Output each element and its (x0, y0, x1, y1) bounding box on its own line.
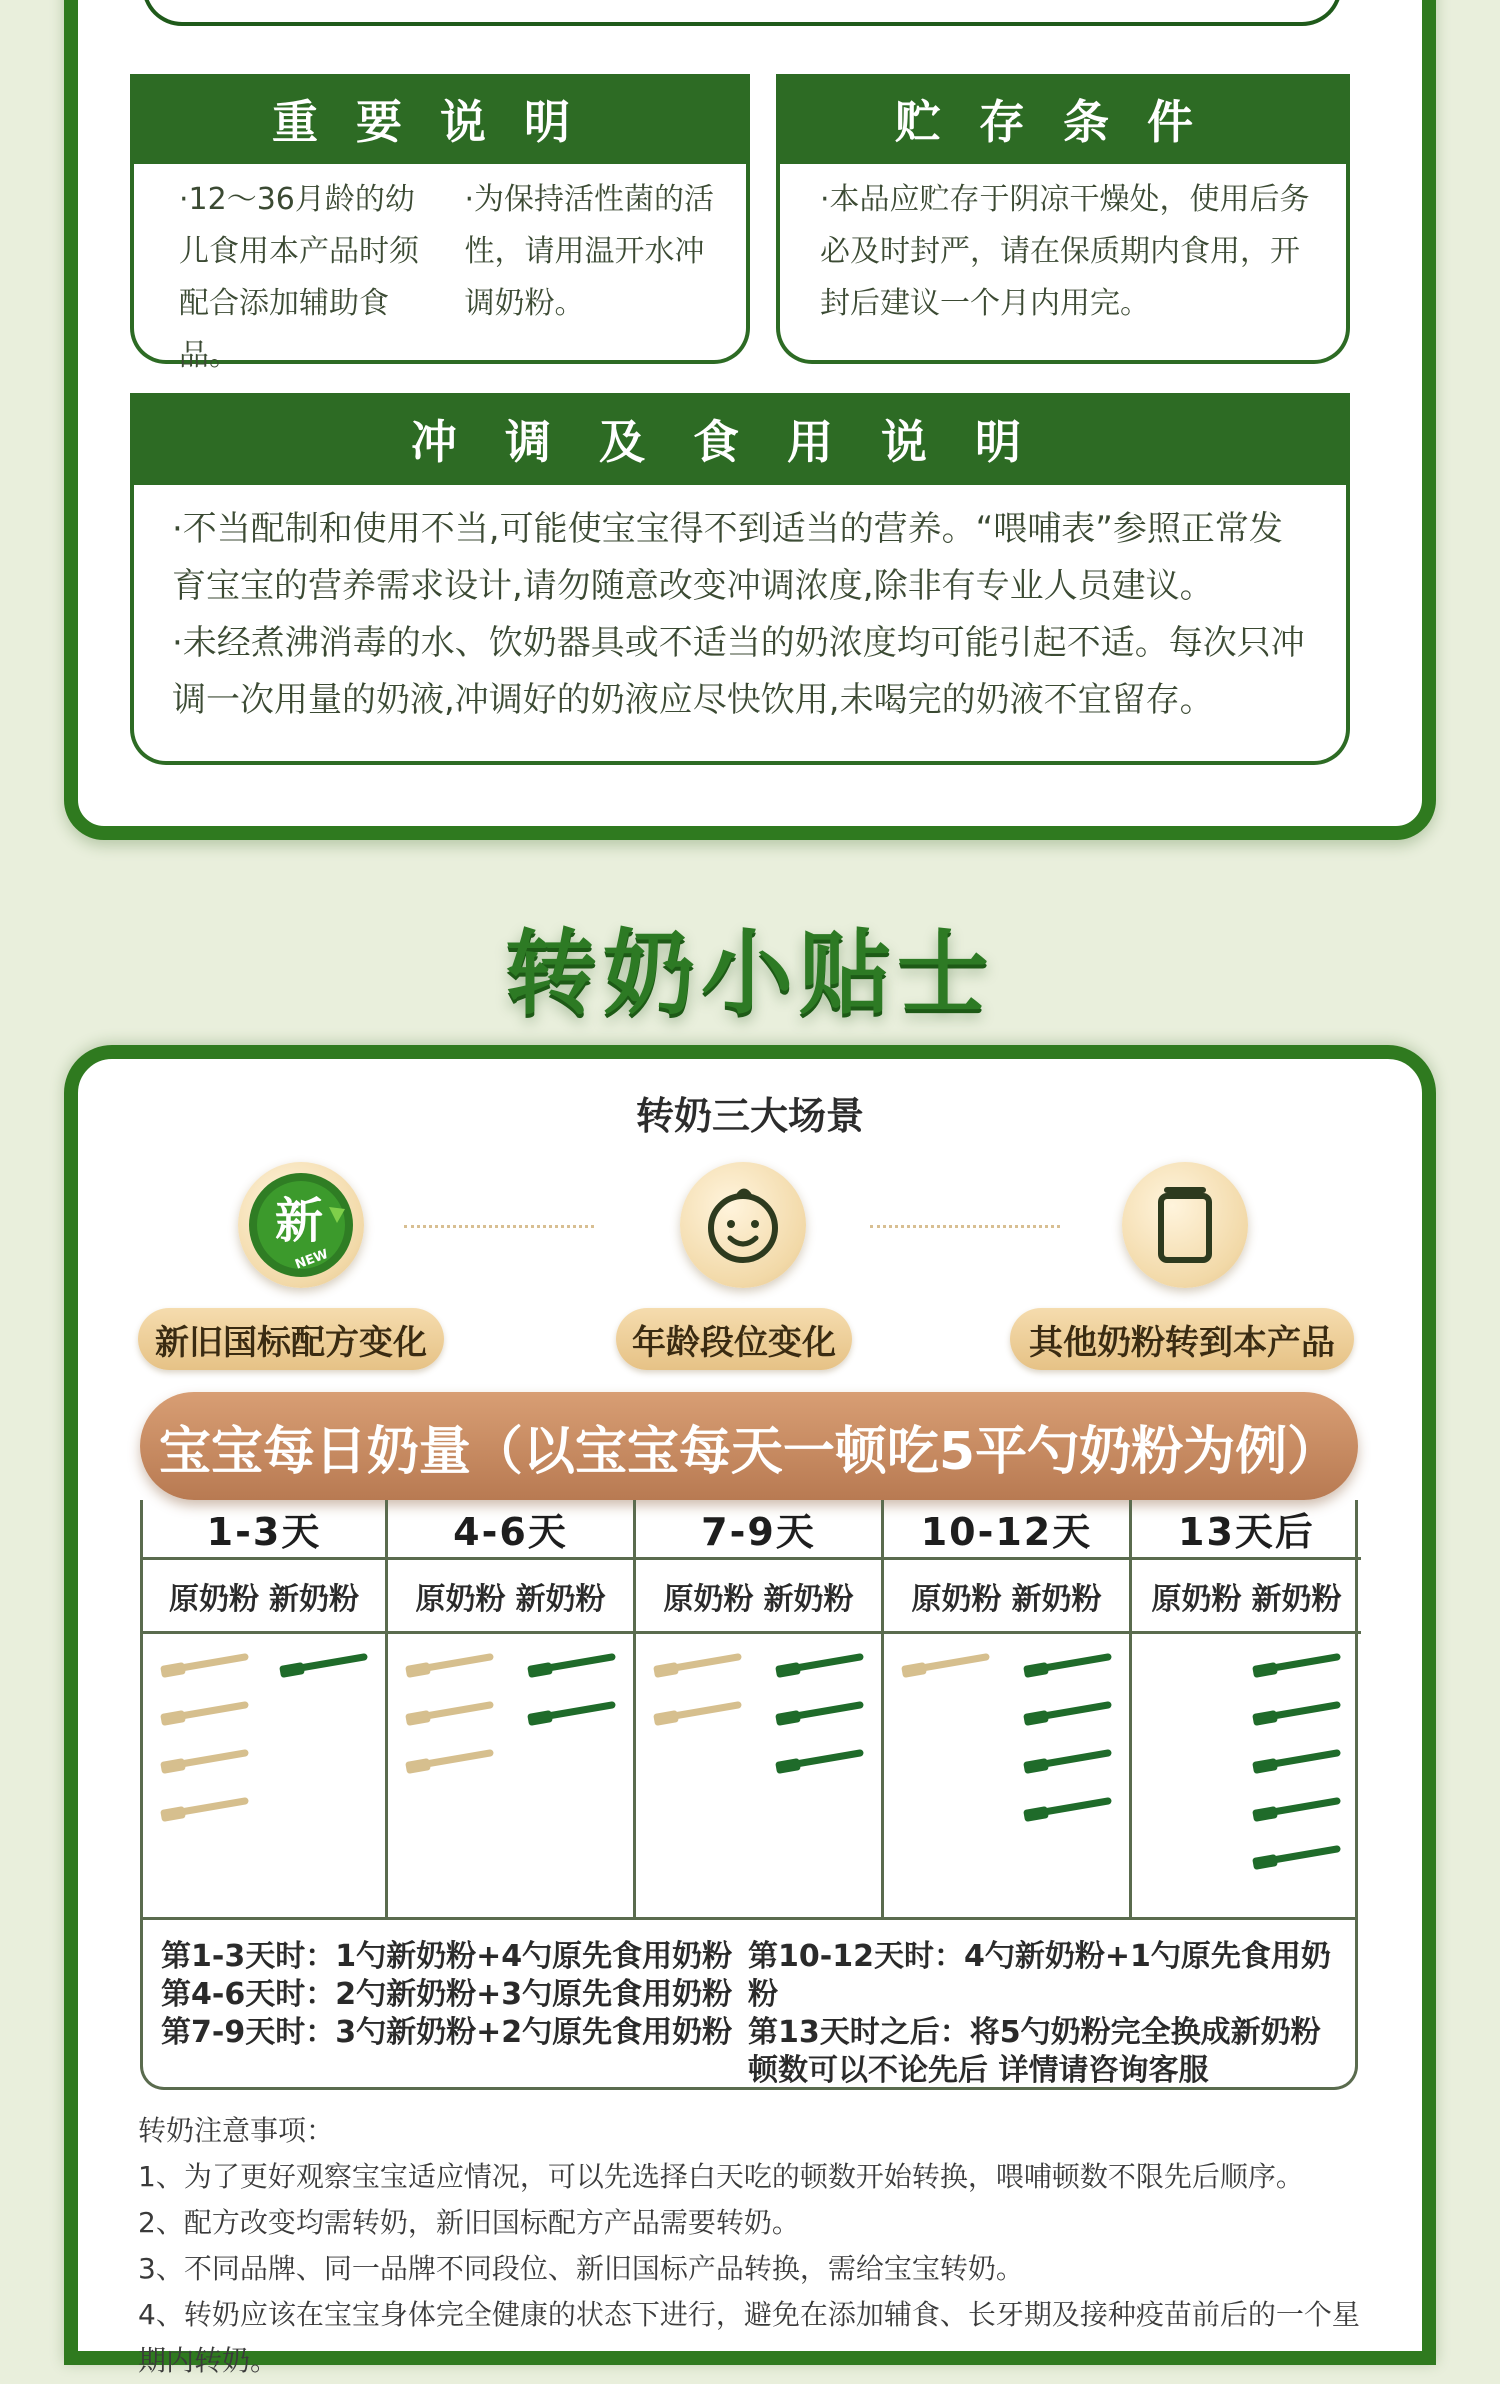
schedule-line: 第13天时之后：将5勺奶粉完全换成新奶粉 (748, 2015, 1321, 2050)
new-formula-spoon-icon (526, 1654, 616, 1678)
table-column (636, 1500, 884, 1920)
new-formula-spoon-icon (1022, 1702, 1112, 1726)
tip-item: 2、配方改变均需转奶，新旧国标配方产品需要转奶。 (138, 2206, 800, 2239)
mixing-panel (130, 393, 1350, 765)
old-formula-spoon-icon (159, 1702, 249, 1726)
schedule-line: 第10-12天时：4勺新奶粉+1勺原先食用奶粉 (748, 1939, 1331, 2012)
important-notes-title: 重要说明 (130, 74, 750, 164)
new-badge-icon (238, 1162, 364, 1288)
table-column (143, 1500, 388, 1920)
svg-text:新: 新 (274, 1193, 324, 1249)
old-formula-label: 原奶粉 (911, 1581, 1002, 1617)
daily-amount-banner: 宝宝每日奶量（以宝宝每天一顿吃5平勺奶粉为例） (140, 1392, 1358, 1500)
spoon-area (143, 1634, 385, 1917)
formula-header (1132, 1560, 1361, 1634)
scene-label-1: 新旧国标配方变化 (138, 1308, 444, 1370)
old-formula-spoon-icon (159, 1798, 249, 1822)
table-column (388, 1500, 636, 1920)
old-formula-spoon-icon (404, 1750, 494, 1774)
baby-face-icon (680, 1162, 806, 1288)
tip-item: 4、转奶应该在宝宝身体完全健康的状态下进行，避免在添加辅食、长牙期及接种疫苗前后的一个星期内转奶。 (138, 2298, 1360, 2377)
old-formula-label: 原奶粉 (1151, 1581, 1242, 1617)
new-formula-spoon-icon (1251, 1798, 1341, 1822)
spoon-area (884, 1634, 1129, 1917)
storage-text: ·本品应贮存于阴凉干燥处，使用后务必及时封严，请在保质期内食用，开封后建议一个月内用完。 (776, 164, 1350, 364)
important-note-2: ·为保持活性菌的活性，请用温开水冲调奶粉。 (464, 182, 715, 321)
table-column (1132, 1500, 1361, 1920)
new-formula-spoon-icon (774, 1702, 864, 1726)
formula-can-icon (1122, 1162, 1248, 1288)
new-formula-spoon-icon (1251, 1750, 1341, 1774)
important-note-1: ·12～36月龄的幼儿食用本产品时须配合添加辅助食品。 (179, 182, 419, 373)
formula-header (388, 1560, 633, 1634)
new-formula-spoon-icon (1251, 1702, 1341, 1726)
section-title: 转奶小贴士 (504, 920, 995, 1027)
important-notes-panel (130, 74, 750, 373)
new-formula-spoon-icon (1251, 1654, 1341, 1678)
schedule-line: 第4-6天时：2勺新奶粉+3勺原先食用奶粉 (161, 1977, 733, 2012)
new-formula-spoon-icon (1022, 1750, 1112, 1774)
old-formula-label: 原奶粉 (415, 1581, 506, 1617)
new-formula-label: 新奶粉 (763, 1581, 854, 1617)
schedule-notes-left (161, 1938, 748, 2087)
spoon-area (388, 1634, 633, 1917)
mixing-para-1: ·不当配制和使用不当,可能使宝宝得不到适当的营养。“喂哺表”参照正常发育宝宝的营养需求设计,请勿随意改变冲调浓度,除非有专业人员建议。 (172, 509, 1283, 606)
storage-title: 贮存条件 (776, 74, 1350, 164)
new-formula-spoon-icon (1022, 1798, 1112, 1822)
important-notes-body (130, 164, 750, 373)
tips-title: 转奶注意事项： (138, 2114, 335, 2147)
spoon-area (1132, 1634, 1361, 1917)
old-formula-spoon-icon (900, 1654, 990, 1678)
transition-tips (138, 2108, 1378, 2384)
old-formula-label: 原奶粉 (663, 1581, 754, 1617)
mixing-para-2: ·未经煮沸消毒的水、饮奶器具或不适当的奶浓度均可能引起不适。每次只冲调一次用量的奶液,冲调好的奶液应尽快饮用,未喝完的奶液不宜留存。 (172, 623, 1305, 720)
connector-dots-1 (404, 1225, 594, 1228)
spoon-area (636, 1634, 881, 1917)
schedule-line: 第1-3天时：1勺新奶粉+4勺原先食用奶粉 (161, 1939, 733, 1974)
formula-header (636, 1560, 881, 1634)
formula-header (143, 1560, 385, 1634)
svg-text:NEW: NEW (293, 1246, 331, 1273)
schedule-notes (140, 1920, 1358, 2090)
old-formula-spoon-icon (652, 1702, 742, 1726)
table-column (884, 1500, 1132, 1920)
old-formula-spoon-icon (159, 1750, 249, 1774)
old-formula-spoon-icon (404, 1702, 494, 1726)
new-formula-label: 新奶粉 (269, 1581, 359, 1617)
scenes-title: 转奶三大场景 (635, 1094, 864, 1138)
new-formula-spoon-icon (774, 1654, 864, 1678)
schedule-line: 顿数可以不论先后 详情请咨询客服 (748, 2053, 1209, 2088)
day-range-header: 13天后 (1132, 1500, 1361, 1560)
new-formula-spoon-icon (526, 1702, 616, 1726)
old-formula-spoon-icon (404, 1654, 494, 1678)
transition-table (140, 1500, 1358, 1920)
schedule-line: 第7-9天时：3勺新奶粉+2勺原先食用奶粉 (161, 2015, 733, 2050)
day-range-header: 7-9天 (636, 1500, 881, 1560)
connector-dots-2 (870, 1225, 1060, 1228)
formula-header (884, 1560, 1129, 1634)
mixing-title: 冲调及食用说明 (130, 393, 1350, 485)
new-formula-spoon-icon (1022, 1654, 1112, 1678)
upper-frame-edge (142, 0, 1342, 26)
day-range-header: 1-3天 (143, 1500, 385, 1560)
new-formula-spoon-icon (278, 1654, 368, 1678)
schedule-notes-right (748, 1938, 1335, 2087)
new-formula-label: 新奶粉 (1011, 1581, 1102, 1617)
scene-label-3: 其他奶粉转到本产品 (1010, 1308, 1354, 1370)
new-formula-label: 新奶粉 (515, 1581, 606, 1617)
old-formula-label: 原奶粉 (169, 1581, 259, 1617)
tip-item: 1、为了更好观察宝宝适应情况，可以先选择白天吃的顿数开始转换，喂哺顿数不限先后顺序。 (138, 2160, 1304, 2193)
old-formula-spoon-icon (159, 1654, 249, 1678)
old-formula-spoon-icon (652, 1654, 742, 1678)
tip-item: 3、不同品牌、同一品牌不同段位、新旧国标产品转换，需给宝宝转奶。 (138, 2252, 1024, 2285)
new-formula-label: 新奶粉 (1251, 1581, 1342, 1617)
storage-panel (776, 74, 1350, 364)
day-range-header: 4-6天 (388, 1500, 633, 1560)
mixing-body (130, 485, 1350, 765)
new-formula-spoon-icon (774, 1750, 864, 1774)
scene-label-2: 年龄段位变化 (616, 1308, 852, 1370)
new-formula-spoon-icon (1251, 1846, 1341, 1870)
day-range-header: 10-12天 (884, 1500, 1129, 1560)
